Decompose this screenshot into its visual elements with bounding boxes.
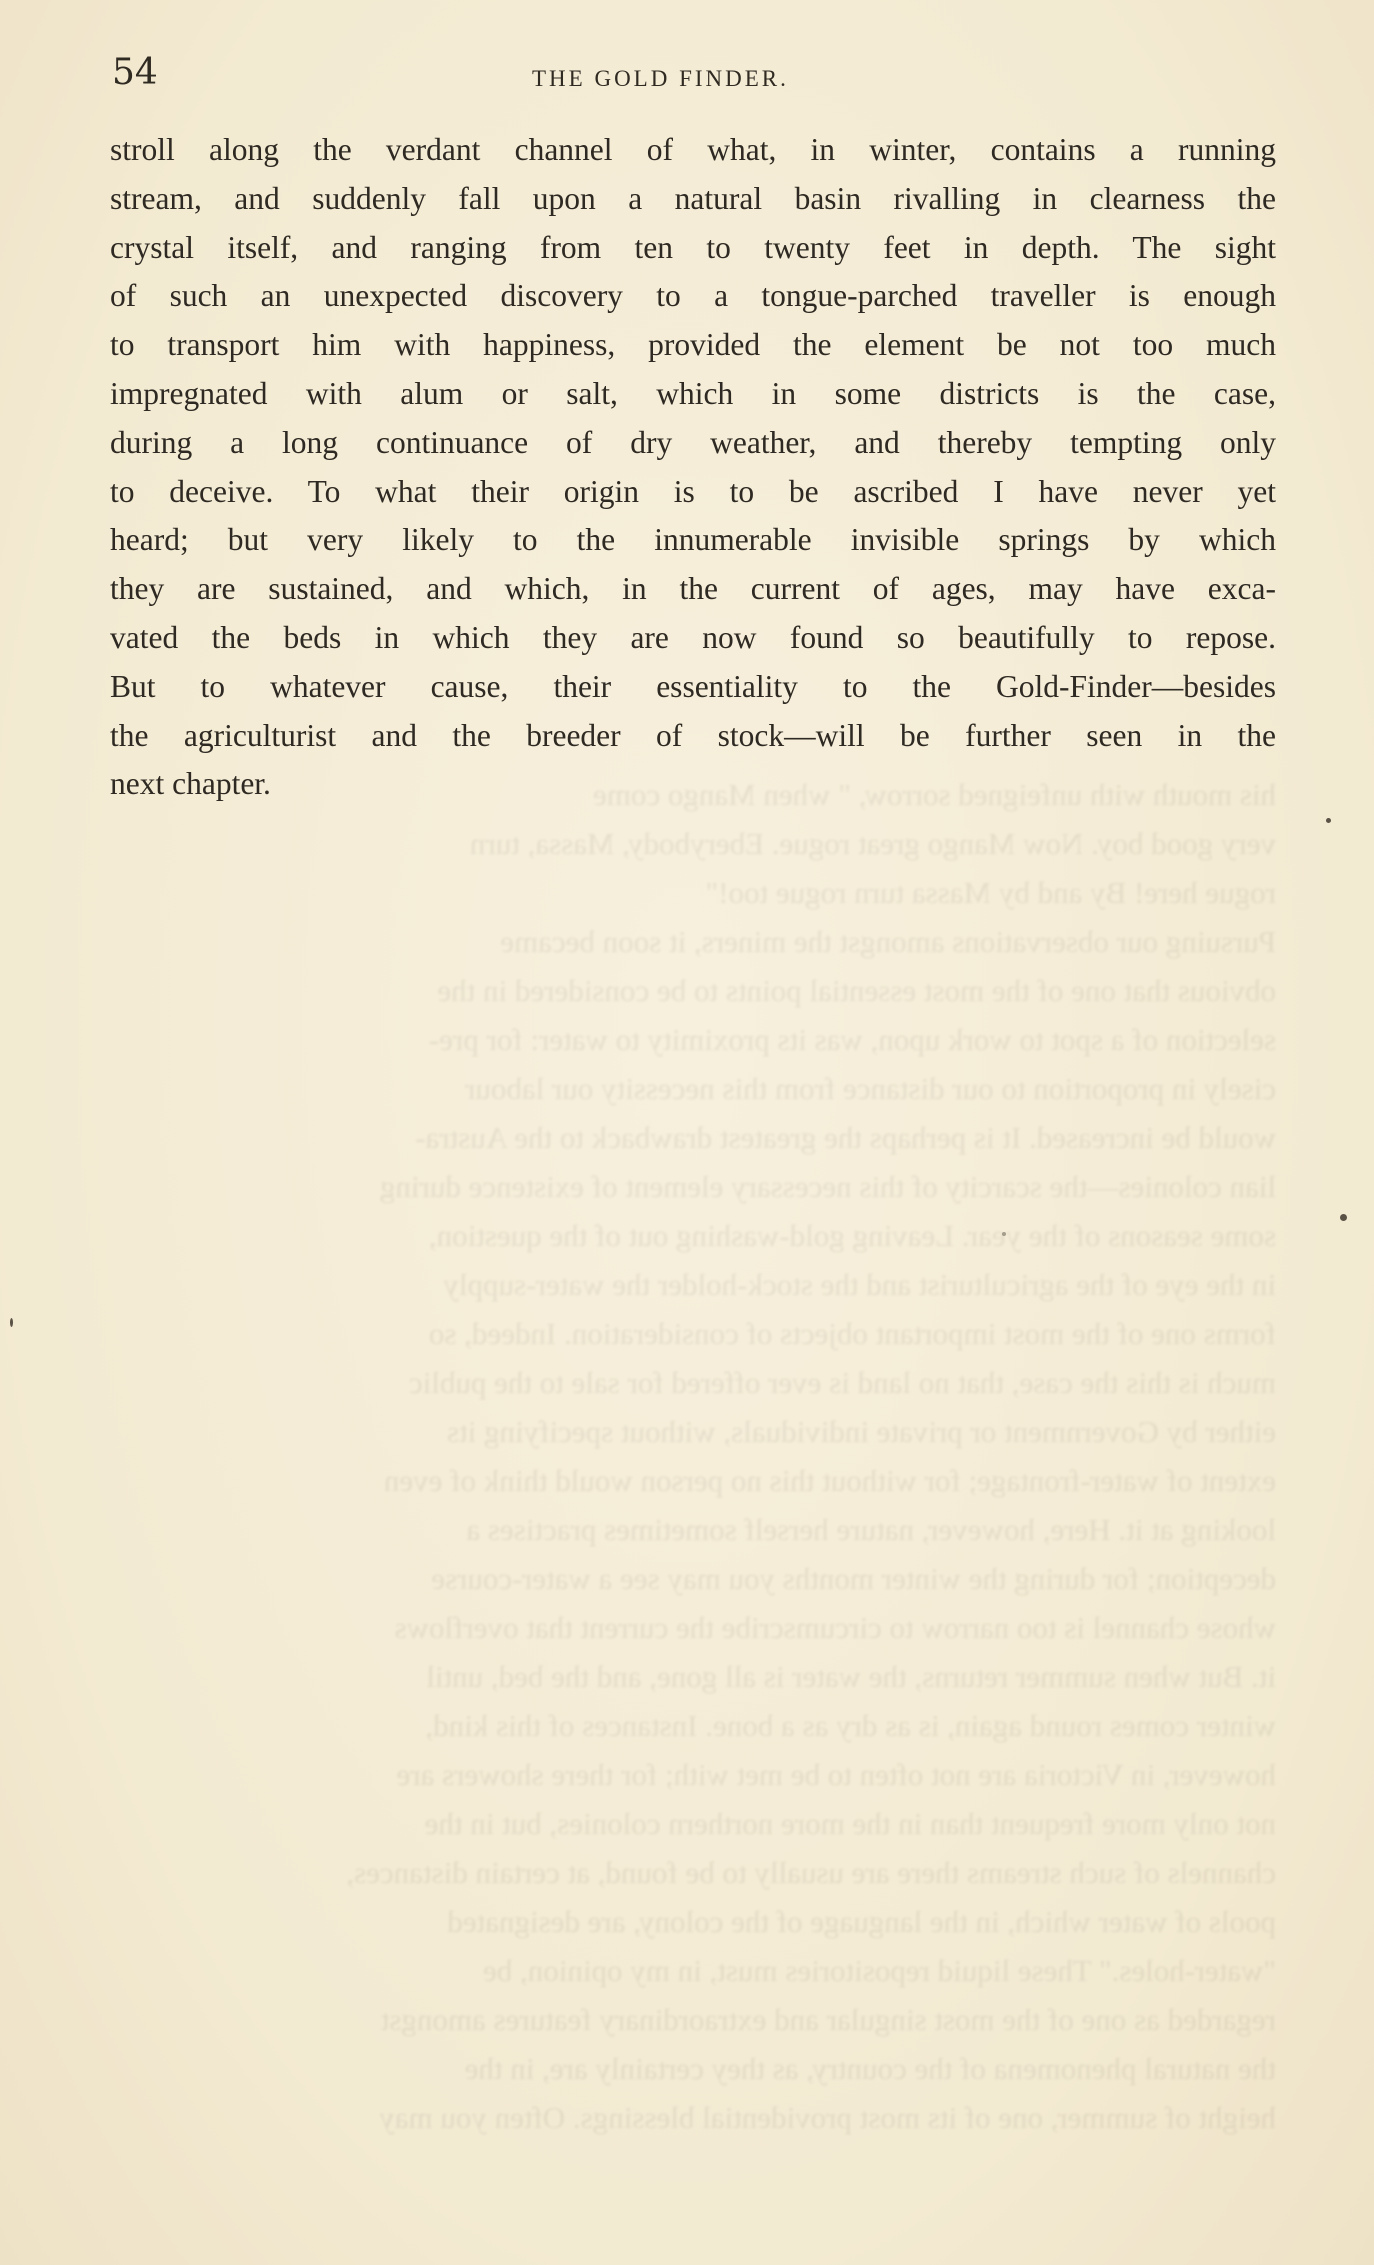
show-through-line: much is this the case, that no land is ever offered for sale to the public — [408, 1365, 1276, 1400]
show-through-line: extent of water-frontage; for without this no person would think of even — [383, 1463, 1276, 1498]
show-through-line: "water-holes." These liquid repositories must, in my opinion, be — [483, 1953, 1276, 1988]
page-header — [112, 52, 1272, 100]
show-through-line: looking at it. Here, however, nature herself sometimes practises a — [466, 1512, 1276, 1547]
running-head: THE GOLD FINDER. — [532, 66, 789, 91]
show-through-line: selection of a spot to work upon, was its proximity to water: for pre- — [428, 1022, 1276, 1057]
show-through-line: the natural phenomena of the country, as they certainly are, in the — [464, 2051, 1276, 2086]
show-through-line: not only more frequent than in the more northern colonies, but in the — [424, 1806, 1276, 1841]
show-through-line: whose channel is too narrow to circumscribe the current that overflows — [394, 1610, 1276, 1645]
text-line: impregnated with alum or salt, which in some districts is the case, — [110, 375, 1276, 411]
show-through-line: forms one of the most important objects of consideration. Indeed, so — [428, 1316, 1276, 1351]
show-through-text — [110, 770, 1276, 2140]
show-through-line: however, in Victoria are not often to be met with; for there showers are — [396, 1757, 1276, 1792]
text-line: to transport him with happiness, provided the element be not too much — [110, 327, 1276, 363]
text-line: vated the beds in which they are now found so beautifully to repose. — [110, 619, 1276, 655]
show-through-line: height of summer, one of its most providential blessings. Often you may — [379, 2100, 1276, 2135]
show-through-line: either by Government or private individuals, without specifying its — [446, 1414, 1276, 1449]
show-through-line: lian colonies—the scarcity of this necessary element of existence during — [379, 1169, 1276, 1204]
show-through-line: in the eye of the agriculturist and the stock-holder the water-supply — [443, 1267, 1276, 1302]
show-through-line: rogue here! By and by Massa turn rogue too!" — [705, 875, 1276, 910]
show-through-line: winter comes round again, is as dry as a bone. Instances of this kind, — [425, 1708, 1276, 1743]
text-line: stream, and suddenly fall upon a natural basin rivalling in clearness the — [110, 180, 1276, 216]
page-number: 54 — [112, 52, 158, 93]
show-through-line: deception; for during the winter months you may see a water-course — [431, 1561, 1276, 1596]
show-through-line: obvious that one of the most essential points to be considered in the — [437, 973, 1276, 1008]
text-line: heard; but very likely to the innumerable invisible springs by which — [110, 522, 1276, 558]
text-line: next chapter. — [110, 766, 271, 802]
show-through-line: his mouth with unfeigned sorrow, " when Mango come — [592, 777, 1276, 812]
show-through-line: pools of water which, in the language of the colony, are designated — [447, 1904, 1276, 1939]
text-line: But to whatever cause, their essentiality to the Gold-Finder—besides — [110, 668, 1276, 704]
show-through-line: regarded as one of the most singular and extraordinary features amongst — [380, 2002, 1276, 2037]
text-line: the agriculturist and the breeder of stock—will be further seen in the — [110, 717, 1276, 753]
show-through-line: very good boy. Now Mango great rogue. Eberybody, Massa, turn — [469, 826, 1276, 861]
show-through-line: would be increased. It is perhaps the greatest drawback to the Austra- — [415, 1120, 1276, 1155]
show-through-line: it. But when summer returns, the water is all gone, and the bed, until — [426, 1659, 1276, 1694]
paper-speck — [10, 1318, 13, 1327]
text-line: during a long continuance of dry weather, and thereby tempting only — [110, 424, 1276, 460]
show-through-line: channels of such streams there are usually to be found, at certain distances, — [346, 1855, 1276, 1890]
text-line: of such an unexpected discovery to a tongue-parched traveller is enough — [110, 278, 1276, 314]
text-line: to deceive. To what their origin is to be ascribed I have never yet — [110, 473, 1276, 509]
paper-speck — [1340, 1214, 1347, 1221]
text-line: crystal itself, and ranging from ten to twenty feet in depth. The sight — [110, 229, 1276, 265]
show-through-line: cisely in proportion to our distance from this necessity our labour — [465, 1071, 1276, 1106]
text-line: they are sustained, and which, in the current of ages, may have exca- — [110, 571, 1276, 607]
body-paragraph — [110, 126, 1276, 809]
paper-speck — [1002, 1232, 1006, 1236]
show-through-line: Pursuing our observations amongst the miners, it soon became — [500, 924, 1276, 959]
show-through-line: some seasons of the year. Leaving gold-washing out of the question, — [428, 1218, 1276, 1253]
text-line: stroll along the verdant channel of what, in winter, contains a running — [110, 132, 1276, 167]
paper-speck — [1326, 818, 1331, 823]
